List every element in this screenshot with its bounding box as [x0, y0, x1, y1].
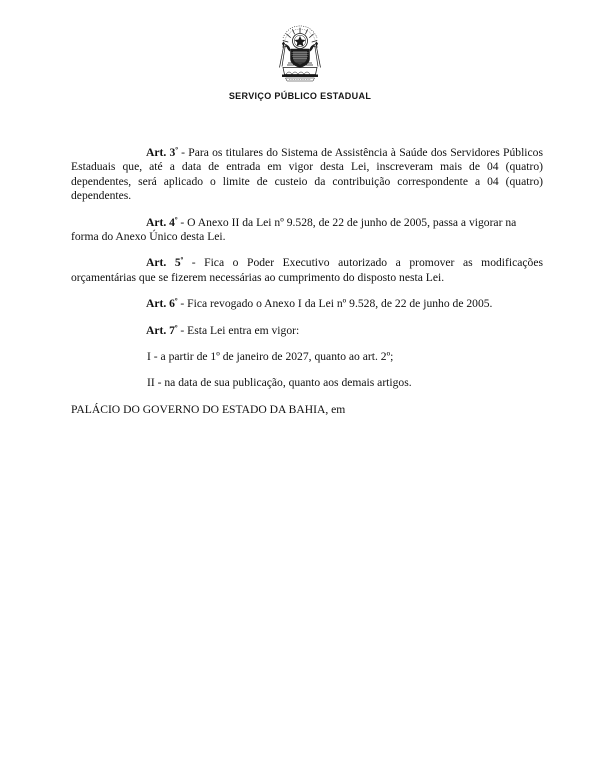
closing-location-line: PALÁCIO DO GOVERNO DO ESTADO DA BAHIA, em: [71, 402, 346, 416]
article-label: [146, 146, 178, 159]
list-item-ii: II - na data de sua publicação, quanto aos demais artigos.: [147, 376, 412, 390]
article-body-text: - Fica revogado o Anexo I da Lei nº 9.528, de 22 de junho de 2005.: [177, 297, 493, 311]
document-masthead: [0, 18, 600, 102]
article-paragraph-art-4: [71, 216, 543, 245]
ordinal-marker: º: [174, 296, 178, 306]
article-body-text: - Esta Lei entra em vigor:: [177, 323, 300, 337]
article-label-text: Art. 7: [146, 323, 175, 337]
ordinal-marker: º: [175, 145, 178, 155]
article-paragraph-art-5: [71, 256, 543, 285]
document-body: [71, 146, 543, 417]
article-label-text: Art. 6: [146, 297, 175, 311]
article-label: [146, 297, 178, 310]
article-label-text: Art. 3: [146, 146, 176, 159]
article-label-text: Art. 5: [146, 256, 181, 270]
article-body-text: - O Anexo II da Lei nº 9.528, de 22 de junho de 2005, passa a vigorar na forma do Anexo Único desta Lei.: [71, 215, 517, 244]
ordinal-marker: º: [180, 256, 184, 265]
article-body-text: - Fica o Poder Executivo autorizado a promover as modificações orçamentárias que se fizerem necessárias ao cumprimento do disposto nesta Lei.: [71, 256, 543, 284]
article-paragraph-art-3: [71, 146, 543, 204]
organization-title: SERVIÇO PÚBLICO ESTADUAL: [228, 91, 372, 102]
article-label: [146, 324, 178, 337]
ordinal-marker: º: [174, 215, 178, 225]
article-label-text: Art. 4: [146, 215, 175, 229]
bahia-coat-of-arms-emblem: [270, 18, 330, 84]
article-body-text: - Para os titulares do Sistema de Assistência à Saúde dos Servidores Públicos Estaduais que, até a data de entrada em vigor desta Lei, inscreveram mais de 04 (quatro) dependentes, será aplicado o limite de custeio da contribuição correspondente a 04 (quatro) dependentes.: [71, 146, 543, 203]
article-label: [146, 256, 183, 269]
article-paragraph-art-6: [71, 297, 543, 311]
article-paragraph-art-7: [71, 324, 543, 338]
list-item-i: I - a partir de 1º de janeiro de 2027, quanto ao art. 2º;: [147, 350, 394, 364]
article-label: [146, 216, 178, 229]
ordinal-marker: º: [174, 323, 178, 333]
